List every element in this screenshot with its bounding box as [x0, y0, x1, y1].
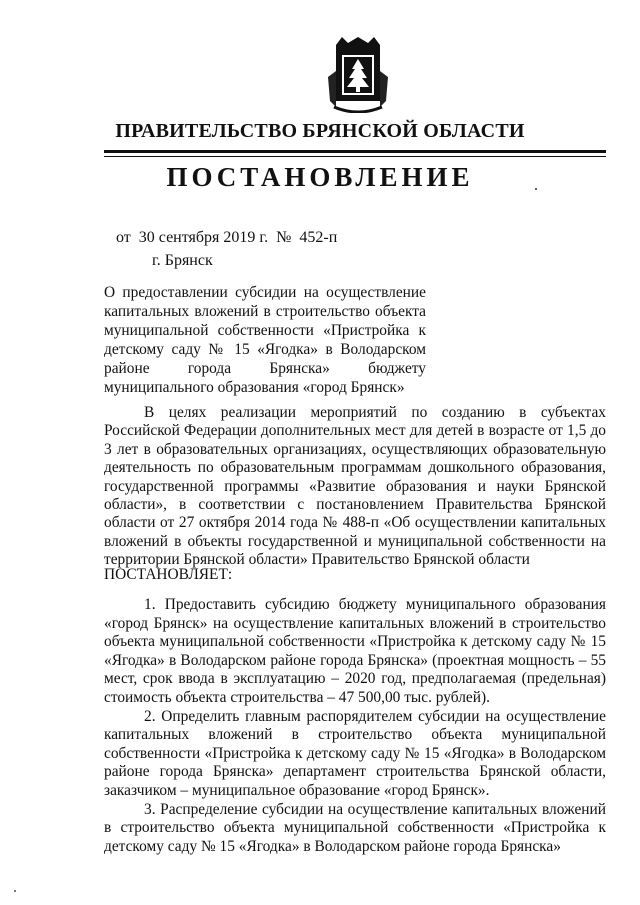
government-title: ПРАВИТЕЛЬСТВО БРЯНСКОЙ ОБЛАСТИ — [115, 120, 525, 142]
resolves-heading: ПОСТАНОВЛЯЕТ: — [104, 566, 233, 583]
header-rule-thick — [104, 150, 606, 153]
document-city: г. Брянск — [152, 252, 213, 269]
preamble-paragraph: В целях реализации мероприятий по созданию в субъектах Российской Федерации дополнительных мест для детей в возрасте от 1,5 до 3 лет в образовательных организациях, осуществляющих образовательную деятельность по образовательным программам дошкольного образования, государственной программы «Развитие образования и науки Брянской области», в соответствии с постановлением Правительства Брянской области от 27 октября 2014 года № 488-п «Об осуществлении капитальных вложений в объекты государственной и муниципальной собственности на территории Брянской области» Правительство Брянской области — [104, 404, 606, 569]
document-date-number: от 30 сентября 2019 г. № 452-п — [116, 229, 338, 246]
resolution-item: 3. Распределение субсидии на осуществление капитальных вложений в строительство объекта муниципальной собственности «Пристройка к детскому саду № 15 «Ягодка» в Володарском районе города Брянска» — [104, 800, 606, 855]
document-subject: О предоставлении субсидии на осуществление капитальных вложений в строительство объекта муниципальной собственности «Пристройка к детскому саду № 15 «Ягодка» в Володарском районе города Брянска» бюджету муниципального образования «город Брянск» — [104, 284, 426, 396]
resolution-items — [104, 596, 606, 856]
scan-speck — [14, 890, 16, 892]
document-type: ПОСТАНОВЛЕНИЕ — [166, 162, 474, 192]
scan-speck — [535, 188, 537, 190]
resolution-item: 2. Определить главным распорядителем субсидии на осуществление капитальных вложений в строительство объекта муниципальной собственности «Пристройка к детскому саду № 15 «Ягодка» в Володарском районе города Брянска» департамент строительства Брянской области, заказчиком – муниципальное образование «город Брянск». — [104, 707, 606, 799]
header-rule-thin — [104, 156, 606, 157]
resolution-item: 1. Предоставить субсидию бюджету муниципального образования «город Брянск» на осуществление капитальных вложений в строительство объекта муниципальной собственности «Пристройка к детскому саду № 15 «Ягодка» в Володарском районе города Брянска» (проектная мощность – 55 мест, срок ввода в эксплуатацию – 2020 год, предполагаемая (предельная) стоимость объекта строительства – 47 500,00 тыс. рублей). — [104, 596, 606, 706]
coat-of-arms-icon — [326, 37, 390, 113]
